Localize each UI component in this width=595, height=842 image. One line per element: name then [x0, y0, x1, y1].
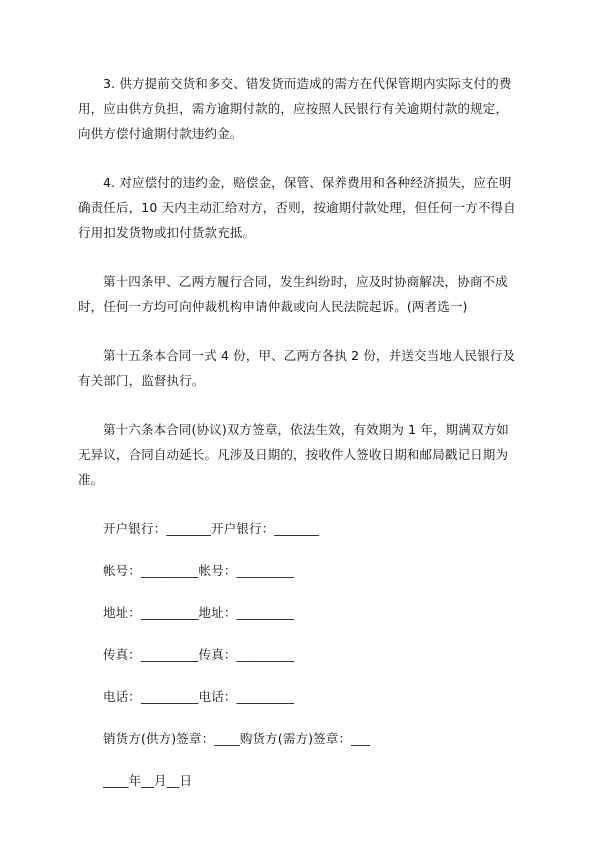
- article-15: 第十五条本合同一式 4 份，甲、乙两方各执 2 份，并送交当地人民银行及有关部门，监督执行。: [78, 348, 516, 388]
- article-16: 第十六条本合同(协议)双方签章，依法生效，有效期为 1 年，期满双方如无异议，合同自动延长。凡涉及日期的，按收件人签收日期和邮局戳记日期为准。: [78, 422, 509, 487]
- account-field: 帐号：_________帐号：_________: [103, 563, 295, 578]
- clause-3: 3. 供方提前交货和多交、错发货而造成的需方在代保管期内实际支付的费用，应由供方负担，需方逾期付款的，应按照人民银行有关逾期付款的规定，向供方偿付逾期付款违约金。: [78, 76, 512, 141]
- fax-field: 传真：_________传真：_________: [103, 647, 295, 662]
- phone-field: 电话：_________电话：_________: [103, 689, 295, 704]
- document-body: [78, 71, 516, 793]
- date-field: ____年__月__日: [103, 773, 193, 788]
- article-14: 第十四条甲、乙两方履行合同，发生纠纷时，应及时协商解决，协商不成时，任何一方均可向仲裁机构申请仲裁或向人民法院起诉。(两者选一): [78, 274, 508, 314]
- bank-field: 开户银行：_______开户银行：_______: [103, 521, 320, 536]
- clause-4: 4. 对应偿付的违约金，赔偿金，保管、保养费用和各种经济损失，应在明确责任后，10 天内主动汇给对方，否则，按逾期付款处理，但任何一方不得自行用扣发货物或扣付货款充抵。: [78, 175, 516, 240]
- address-field: 地址：_________地址：_________: [103, 605, 295, 620]
- signature-field: 销货方(供方)签章：____购货方(需方)签章：___: [103, 731, 371, 746]
